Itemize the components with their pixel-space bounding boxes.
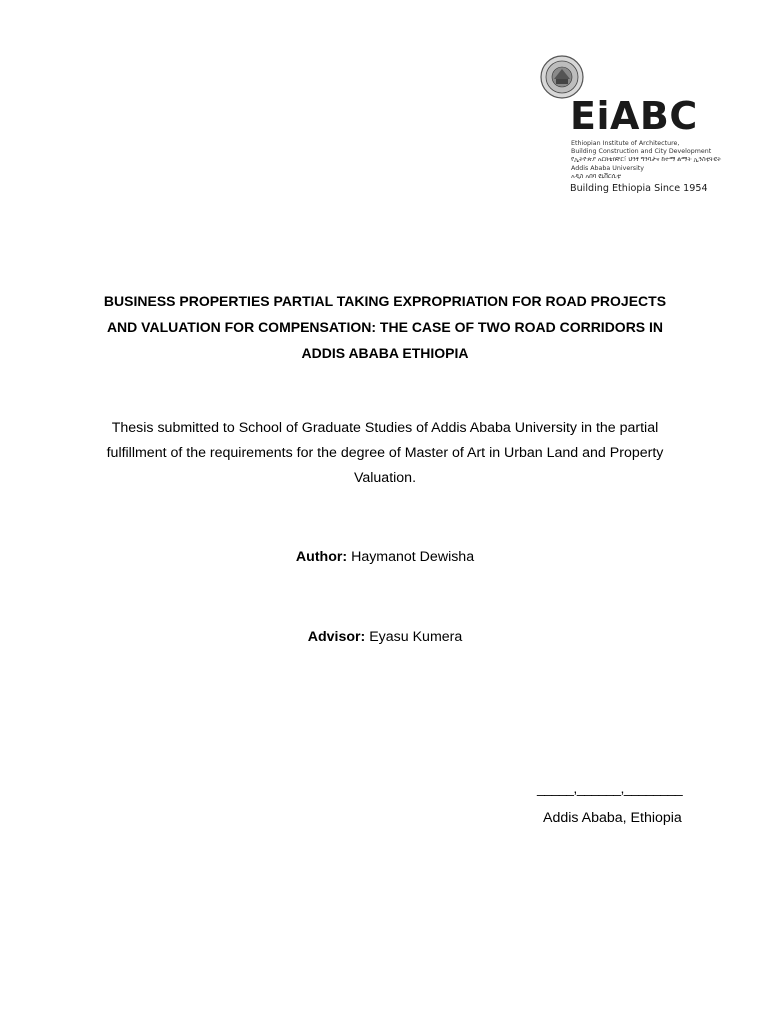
institution-line: አዲስ አበባ ዩኒቨርሲቲ bbox=[571, 172, 621, 180]
brand-name: EiABC bbox=[570, 94, 698, 138]
statement-line: Valuation. bbox=[353, 470, 417, 486]
author-label: Author: bbox=[295, 549, 352, 565]
title-line: ADDIS ABABA ETHIOPIA bbox=[301, 345, 469, 361]
statement-line: Thesis submitted to School of Graduate Studies of Addis Ababa University in the partial bbox=[111, 420, 659, 436]
title-line: BUSINESS PROPERTIES PARTIAL TAKING EXPROPRIATION FOR ROAD PROJECTS bbox=[103, 293, 667, 309]
institution-line: Ethiopian Institute of Architecture, bbox=[571, 140, 680, 147]
statement-line: fulfillment of the requirements for the degree of Master of Art in Urban Land and Property bbox=[106, 445, 664, 461]
thesis-title bbox=[60, 288, 710, 366]
advisor-name: Eyasu Kumera bbox=[369, 629, 463, 645]
date-blank-line: _____,______,________ bbox=[537, 780, 683, 796]
place-of-submission: Addis Ababa, Ethiopia bbox=[543, 810, 682, 826]
author-line bbox=[0, 549, 770, 565]
institution-line: Addis Ababa University bbox=[571, 164, 645, 172]
author-name: Haymanot Dewisha bbox=[351, 549, 475, 565]
institution-line: የኢትዮጵያ አርክቴክቸር፣ ህንፃ ግንባታና ከተማ ልማት ኢንስቲትዩት bbox=[571, 156, 722, 164]
submission-statement bbox=[60, 416, 710, 491]
logo-tagline: Building Ethiopia Since 1954 bbox=[570, 183, 708, 194]
title-line: AND VALUATION FOR COMPENSATION: THE CASE OF TWO ROAD CORRIDORS IN bbox=[106, 319, 664, 335]
institution-name-lines bbox=[571, 140, 722, 181]
advisor-label: Advisor: bbox=[307, 629, 370, 645]
advisor-line bbox=[0, 629, 770, 645]
university-seal-icon bbox=[540, 55, 584, 99]
institution-line: Building Construction and City Development bbox=[571, 148, 712, 156]
